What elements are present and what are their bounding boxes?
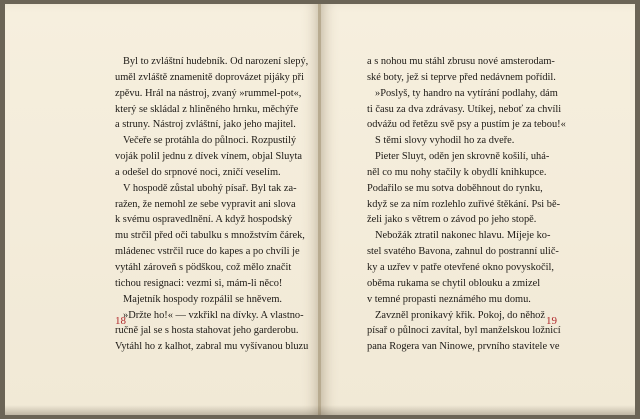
text-line: Večeře se protáhla do půlnoci. Rozpustilý xyxy=(123,135,297,147)
text-line: zpěvu. Hrál na nástroj, zvaný »rummel-pot«, xyxy=(115,87,302,99)
text-line: ražen, že nemohl ze sebe vypravit ani slova xyxy=(115,198,296,210)
text-line: mládenec vstrčil ruce do kapes a po chvíli je xyxy=(115,246,300,258)
text-line: který se skládal z hliněného hrnku, měchýře xyxy=(115,103,299,115)
text-line: stel svatého Bavona, zahnul do postranní ulič- xyxy=(367,246,559,258)
left-page xyxy=(5,4,319,415)
text-line: Pieter Sluyt, oděn jen skrovně košilí, uhá- xyxy=(375,151,550,163)
text-line: písař o půlnoci zavítal, byl manželskou ložnicí xyxy=(367,325,561,337)
text-line: oběma rukama se chytil oblouku a zmizel xyxy=(367,277,541,289)
open-book-spread xyxy=(5,4,635,415)
right-page xyxy=(321,4,635,415)
text-line: »Poslyš, ty handro na vytírání podlahy, dám xyxy=(375,87,558,99)
text-line: a s nohou mu stáhl zbrusu nové amsterodam- xyxy=(367,56,555,67)
text-line: pana Rogera van Ninowe, prvního stavitele ve xyxy=(367,341,560,353)
text-line: k svému ospravedlnění. A když hospodský xyxy=(115,214,293,226)
text-line: vytáhl zároveň s pödškou, což mělo značit xyxy=(115,261,292,273)
text-line: Podařilo se mu sotva doběhnout do rynku, xyxy=(367,182,543,194)
text-line: V hospodě zůstal ubohý písař. Byl tak za- xyxy=(123,182,297,194)
text-line: Vytáhl ho z kalhot, zabral mu vyšívanou bluzu xyxy=(115,341,309,353)
text-line: uměl zvláště znamenitě doprovázet pijáky při xyxy=(115,71,304,83)
text-line: želi jako s větrem o závod po jeho stopě. xyxy=(367,214,537,226)
text-line: odvážu od řetězu svě psy a pustím je za tebou!« xyxy=(367,119,566,131)
page-edge-shadow xyxy=(5,405,635,415)
left-page-text xyxy=(115,54,309,355)
text-line: Byl to zvláštní hudebník. Od narození slepý, xyxy=(123,56,309,67)
page-number-left: 18 xyxy=(115,315,126,327)
text-line: ručně jal se s hosta stahovat jeho garderobu. xyxy=(115,325,299,337)
text-line: mu strčil před oči tabulku s množstvím čárek, xyxy=(115,230,305,242)
page-number-right: 19 xyxy=(546,315,557,327)
text-line: »Držte ho!« — vzkřikl na dívky. A vlastno- xyxy=(123,309,304,321)
text-line: v temné propasti neznámého mu domu. xyxy=(367,293,531,305)
text-line: Majetník hospody rozpálil se hněvem. xyxy=(123,293,283,305)
text-line: a odešel do srpnové noci, zničí veselím. xyxy=(115,166,281,178)
text-line: S těmi slovy vyhodil ho za dveře. xyxy=(375,135,515,147)
right-page-text xyxy=(367,54,566,355)
text-line: ské boty, jež si teprve před nedávnem pořídil. xyxy=(367,71,556,83)
text-line: a struny. Nástroj zvláštní, jako jeho majitel. xyxy=(115,119,296,131)
text-line: když se za ním rozlehlo zuřivé štěkání. Psi bě- xyxy=(367,198,561,210)
text-line: voják polil jednu z dívek vínem, objal Sluyta xyxy=(115,151,303,163)
text-line: ti času za dva zdrávasy. Utíkej, neboť za chvíli xyxy=(367,103,562,115)
text-line: Zavzněl pronikavý křik. Pokoj, do něhož xyxy=(375,309,545,321)
text-line: ky a uzřev v patře otevřené okno povyskočil, xyxy=(367,261,554,273)
text-line: tichou resignaci: vezmi si, mám-li něco! xyxy=(115,277,283,289)
text-line: něl co mu nohy stačily k obydlí knihkupce. xyxy=(367,166,547,178)
text-line: Nebožák ztratil nakonec hlavu. Míjeje ko- xyxy=(375,230,551,242)
